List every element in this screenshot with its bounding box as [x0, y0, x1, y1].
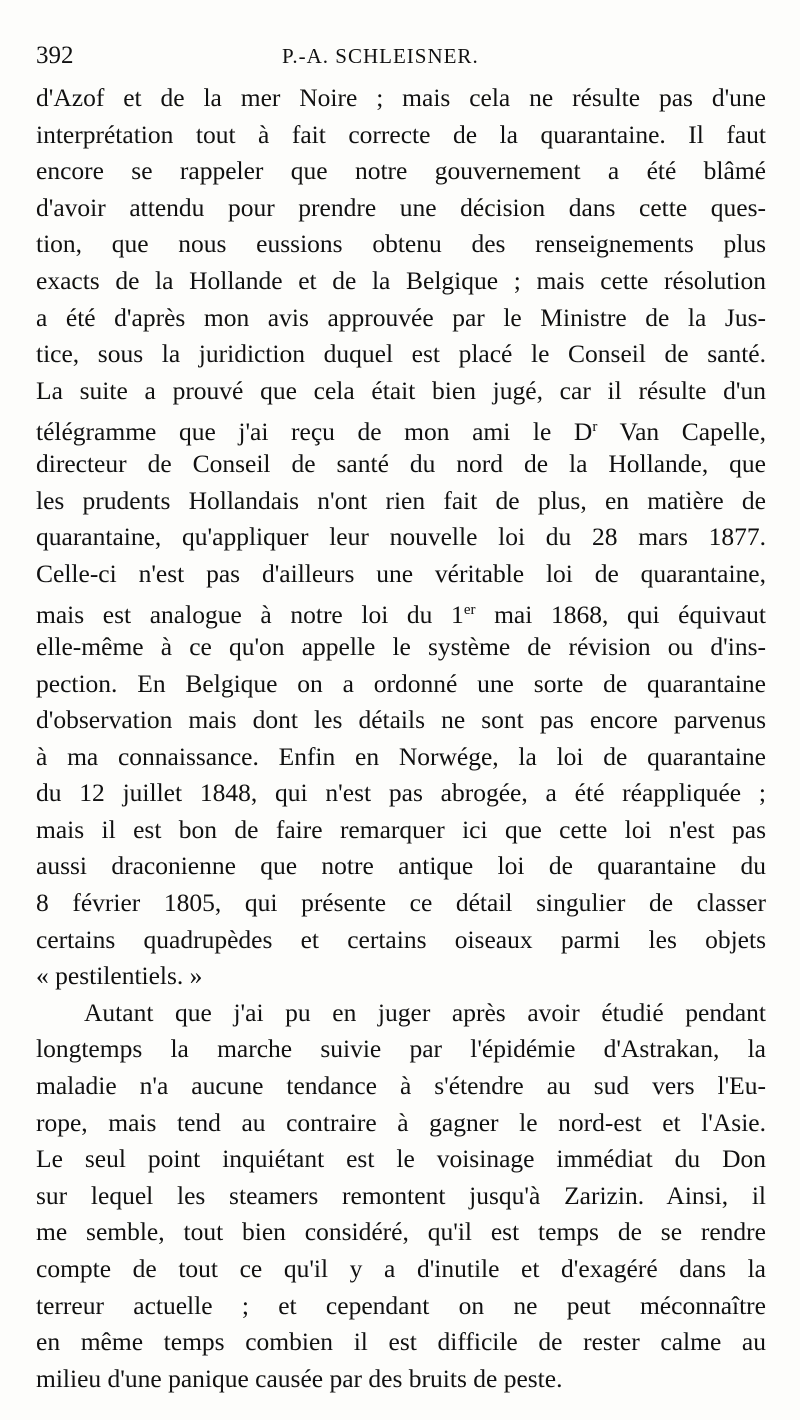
superscript: er [463, 602, 476, 619]
text-line: du 12 juillet 1848, qui n'est pas abrogée, a été réappliquée ; [36, 778, 766, 808]
text-line: d'Azof et de la mer Noire ; mais cela ne résulte pas d'une [36, 83, 766, 112]
text-segment: mai 1868, qui équivaut [475, 600, 766, 629]
text-line: pection. En Belgique on a ordonné une sorte de quarantaine [36, 668, 766, 698]
text-line: rope, mais tend au contraire à gagner le nord-est et l'Asie. [36, 1107, 766, 1137]
text-segment: mais est analogue à notre loi du 1 [36, 600, 464, 629]
text-line: sur lequel les steamers remontent jusqu'à Zarizin. Ainsi, il [36, 1180, 766, 1210]
text-line: Celle-ci n'est pas d'ailleurs une véritable loi de quarantaine, [36, 558, 766, 588]
text-line: exacts de la Hollande et de la Belgique ; mais cette résolution [36, 265, 766, 295]
text-line: Autant que j'ai pu en juger après avoir étudié pendant [84, 997, 766, 1027]
running-head: P.-A. SCHLEISNER. [282, 44, 479, 68]
text-line: en même temps combien il est difficile de rester calme au [36, 1327, 766, 1357]
body-text [36, 80, 766, 1397]
text-line: longtemps la marche suivie par l'épidémie d'Astrakan, la [36, 1034, 766, 1064]
text-line: d'avoir attendu pour prendre une décision dans cette ques- [36, 192, 766, 222]
text-line: interprétation tout à fait correcte de la quarantaine. Il faut [36, 119, 766, 149]
text-line: La suite a prouvé que cela était bien jugé, car il résulte d'un [36, 375, 766, 405]
text-line: Le seul point inquiétant est le voisinage immédiat du Don [36, 1144, 766, 1174]
text-line: certains quadrupèdes et certains oiseaux parmi les objets [36, 924, 766, 954]
text-segment: télégramme que j'ai reçu de mon ami le D [36, 417, 593, 446]
text-line: directeur de Conseil de santé du nord de la Hollande, que [36, 448, 766, 478]
text-line: « pestilentiels. » [36, 961, 203, 991]
page-header [36, 40, 766, 80]
text-line: mais il est bon de faire remarquer ici que cette loi n'est pas [36, 814, 766, 844]
text-line: tion, que nous eussions obtenu des renseignements plus [36, 229, 766, 259]
text-line [36, 592, 766, 629]
text-line: à ma connaissance. Enfin en Norwége, la loi de quarantaine [36, 741, 766, 771]
text-line: 8 février 1805, qui présente ce détail singulier de classer [36, 888, 766, 918]
text-line: compte de tout ce qu'il y a d'inutile et d'exagéré dans la [36, 1254, 766, 1283]
text-line: terreur actuelle ; et cependant on ne peut méconnaître [36, 1290, 766, 1320]
superscript: r [592, 419, 598, 436]
text-line: aussi draconienne que notre antique loi de quarantaine du [36, 851, 766, 881]
text-line: encore se rappeler que notre gouvernement a été blâmé [36, 156, 766, 186]
text-line: a été d'après mon avis approuvée par le Ministre de la Jus- [36, 302, 766, 332]
text-line: maladie n'a aucune tendance à s'étendre au sud vers l'Eu- [36, 1071, 766, 1101]
text-line: d'observation mais dont les détails ne sont pas encore parvenus [36, 705, 766, 735]
text-segment: Van Capelle, [597, 417, 766, 446]
text-line: tice, sous la juridiction duquel est placé le Conseil de santé. [36, 339, 766, 369]
text-line: les prudents Hollandais n'ont rien fait de plus, en matière de [36, 485, 766, 515]
page-number: 392 [36, 42, 74, 69]
text-line: me semble, tout bien considéré, qu'il est temps de se rendre [36, 1217, 766, 1247]
text-line [36, 409, 766, 446]
text-line: quarantaine, qu'appliquer leur nouvelle loi du 28 mars 1877. [36, 522, 766, 552]
text-line: elle-même à ce qu'on appelle le système de révision ou d'ins- [36, 631, 766, 661]
text-line: milieu d'une panique causée par des bruits de peste. [36, 1363, 563, 1393]
